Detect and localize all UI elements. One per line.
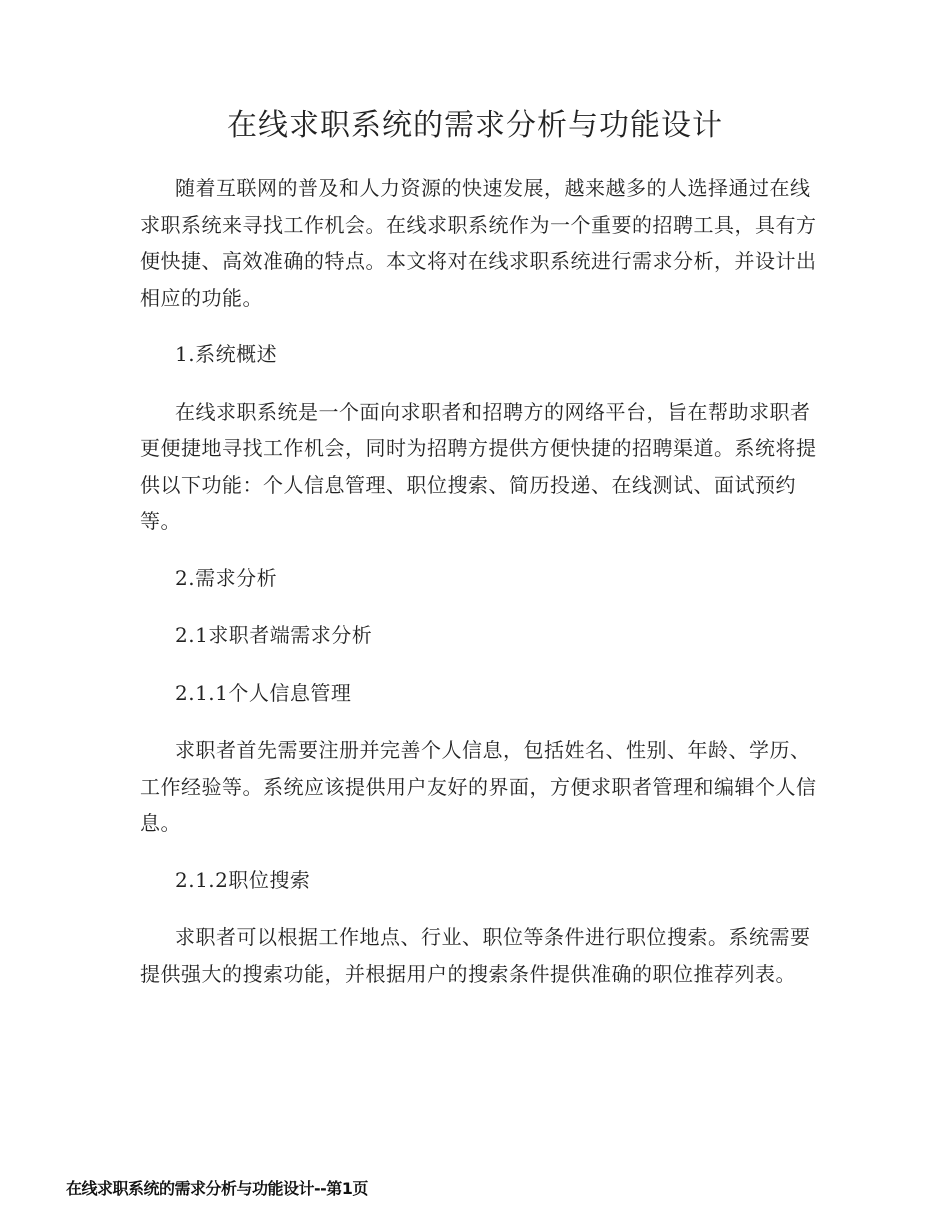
subsubsection-heading-profile: 2.1.1个人信息管理: [175, 680, 352, 705]
section-heading-overview: 1.系统概述: [175, 342, 278, 366]
profile-paragraph: 求职者首先需要注册并完善个人信息，包括姓名、性别、年龄、学历、工作经验等。系统应该提供用户友好的界面，方便求职者管理和编辑个人信息。: [140, 738, 817, 835]
intro-paragraph: 随着互联网的普及和人力资源的快速发展，越来越多的人选择通过在线求职系统来寻找工作机会。在线求职系统作为一个重要的招聘工具，具有方便快捷、高效准确的特点。本文将对在线求职系统进行需求分析，并设计出相应的功能。: [140, 176, 817, 310]
document-body: [140, 170, 830, 1012]
subsubsection-heading-job-search: 2.1.2职位搜索: [175, 867, 311, 892]
overview-paragraph: 在线求职系统是一个面向求职者和招聘方的网络平台，旨在帮助求职者更便捷地寻找工作机会，同时为招聘方提供方便快捷的招聘渠道。系统将提供以下功能：个人信息管理、职位搜索、简历投递、在线测试、面试预约等。: [140, 399, 817, 533]
job-search-paragraph: 求职者可以根据工作地点、行业、职位等条件进行职位搜索。系统需要提供强大的搜索功能，并根据用户的搜索条件提供准确的职位推荐列表。: [140, 925, 811, 986]
section-heading-requirements: 2.需求分析: [175, 565, 278, 590]
page-footer: 在线求职系统的需求分析与功能设计--第1页: [66, 1179, 368, 1198]
page-title: 在线求职系统的需求分析与功能设计: [227, 108, 723, 143]
subsection-heading-jobseeker: 2.1求职者端需求分析: [175, 623, 373, 647]
